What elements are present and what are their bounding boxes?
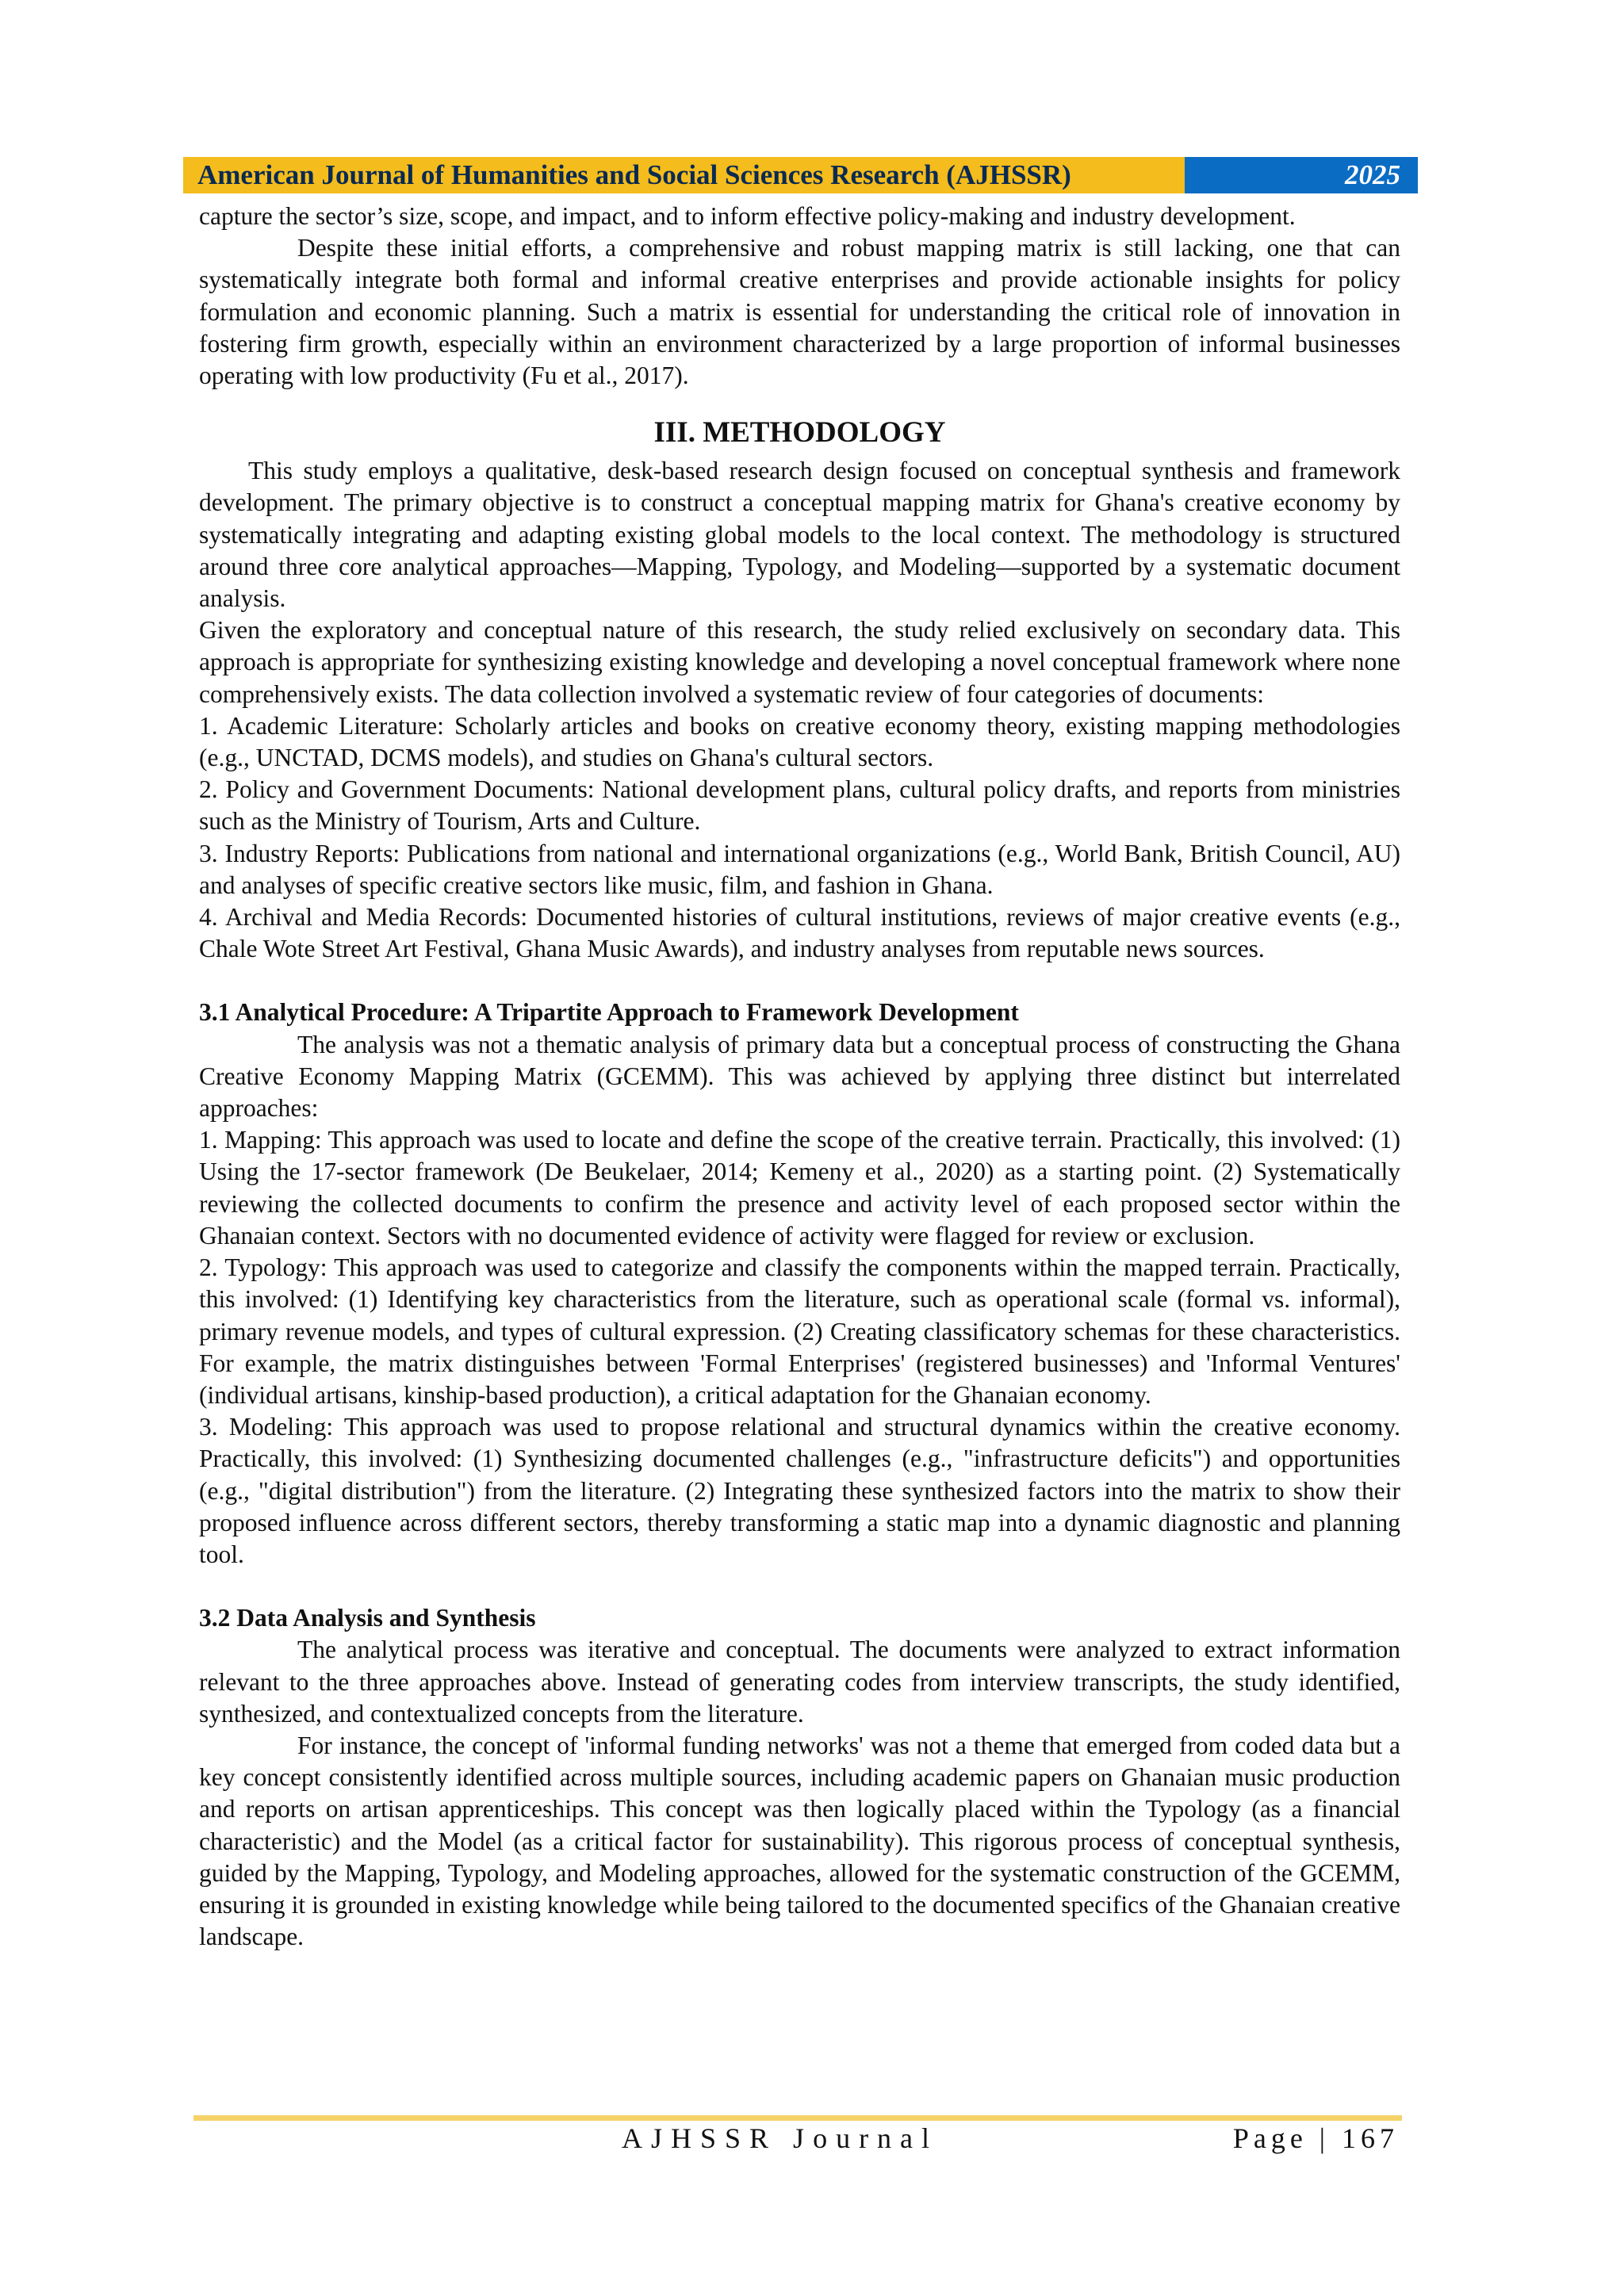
paragraph-secondary-data: Given the exploratory and conceptual nature of this research, the study relied exclusively on secondary data. This approach is appropriate for synthesizing existing knowledge and developing a novel conceptual framework where none comprehensively exists. The data collection involved a systematic review of four categories of documents:: [199, 616, 1400, 708]
paragraph-study-design: This study employs a qualitative, desk-based research design focused on conceptual synthesis and framework development. The primary objective is to construct a conceptual mapping matrix for Ghana's creative economy by systematically integrating and adapting existing global models to the local context. The methodology is structured around three core analytical approaches—Mapping, Typology, and Modeling—supported by a systematic document analysis.: [199, 457, 1400, 613]
paragraph-analytical-process: The analytical process was iterative and conceptual. The documents were analyzed to extract information relevant to the three approaches above. Instead of generating codes from interview transcripts, the study identified, synthesized, and contextualized concepts from the literature.: [199, 1636, 1400, 1728]
paragraph-for-instance: For instance, the concept of 'informal funding networks' was not a theme that emerged from coded data but a key concept consistently identified across multiple sources, including academic papers on Ghanaian music production and reports on artisan apprenticeships. This concept was then logically placed within the Typology (as a financial characteristic) and the Model (as a critical factor for sustainability). This rigorous process of conceptual synthesis, guided by the Mapping, Typology, and Modeling approaches, allowed for the systematic construction of the GCEMM, ensuring it is grounded in existing knowledge while being tailored to the documented specifics of the Ghanaian creative landscape.: [199, 1731, 1400, 1951]
publication-year: 2025: [1345, 159, 1400, 190]
list-item-mapping: 1. Mapping: This approach was used to locate and define the scope of the creative terrain. Practically, this involved: (1) Using the 17-sector framework (De Beukelaer, 2014; Kemeny et al., 2020) as a starting point. (2) Systematically reviewing the collected documents to confirm the presence and activity level of each proposed sector within the Ghanaian context. Sectors with no documented evidence of activity were flagged for review or exclusion.: [199, 1126, 1400, 1249]
footer-rule: [193, 2115, 1402, 2121]
running-header: [183, 157, 1418, 193]
header-title-band: [183, 157, 1185, 193]
paragraph-despite: Despite these initial efforts, a comprehensive and robust mapping matrix is still lacking, one that can systematically integrate both formal and informal creative enterprises and provide actionable insights for policy formulation and economic planning. Such a matrix is essential for understanding the critical role of innovation in fostering firm growth, especially within an environment characterized by a large proportion of informal businesses operating with low productivity (Fu et al., 2017).: [199, 234, 1400, 390]
section-heading-methodology: III. METHODOLOGY: [653, 416, 946, 450]
paragraph-analysis: The analysis was not a thematic analysis of primary data but a conceptual process of constructing the Ghana Creative Economy Mapping Matrix (GCEMM). This was achieved by applying three distinct but interrelated approaches:: [199, 1030, 1400, 1123]
subsection-heading-data-analysis: 3.2 Data Analysis and Synthesis: [199, 1604, 536, 1632]
subsection-heading-analytical-procedure: 3.1 Analytical Procedure: A Tripartite Approach to Framework Development: [199, 998, 1019, 1027]
list-item-academic-literature: 1. Academic Literature: Scholarly articles and books on creative economy theory, existing mapping methodologies (e.g., UNCTAD, DCMS models), and studies on Ghana's cultural sectors.: [199, 711, 1400, 772]
list-item-industry-reports: 3. Industry Reports: Publications from national and international organizations (e.g., World Bank, British Council, AU) and analyses of specific creative sectors like music, film, and fashion in Ghana.: [199, 839, 1400, 899]
paragraph-intro-continued: capture the sector’s size, scope, and impact, and to inform effective policy-making and industry development.: [199, 202, 1296, 230]
list-item-policy-documents: 2. Policy and Government Documents: National development plans, cultural policy drafts, and reports from ministries such as the Ministry of Tourism, Arts and Culture.: [199, 775, 1400, 836]
list-item-archival-records: 4. Archival and Media Records: Documented histories of cultural institutions, reviews of major creative events (e.g., Chale Wote Street Art Festival, Ghana Music Awards), and industry analyses from reputable news sources.: [199, 903, 1400, 963]
page-footer: [193, 2122, 1402, 2161]
footer-page-number: Page | 167: [1232, 2122, 1399, 2154]
footer-journal-name: AJHSSR Journal: [622, 2122, 939, 2154]
list-item-modeling: 3. Modeling: This approach was used to propose relational and structural dynamics within the creative economy. Practically, this involved: (1) Synthesizing documented challenges (e.g., "infrastructure deficits") and opportunities (e.g., "digital distribution") from the literature. (2) Integrating these synthesized factors into the matrix to show their proposed influence across different sectors, thereby transforming a static map into a dynamic diagnostic and planning tool.: [199, 1413, 1400, 1568]
header-year-band: [1185, 157, 1418, 193]
article-body: [199, 201, 1400, 1953]
list-item-typology: 2. Typology: This approach was used to categorize and classify the components within the mapped terrain. Practically, this involved: (1) Identifying key characteristics from the literature, such as operational scale (formal vs. informal), primary revenue models, and types of cultural expression. (2) Creating classificatory schemas for these characteristics. For example, the matrix distinguishes between 'Formal Enterprises' (registered businesses) and 'Informal Ventures' (individual artisans, kinship-based production), a critical adaptation for the Ghanaian economy.: [199, 1253, 1400, 1409]
journal-title: American Journal of Humanities and Social Sciences Research (AJHSSR): [197, 159, 1071, 190]
